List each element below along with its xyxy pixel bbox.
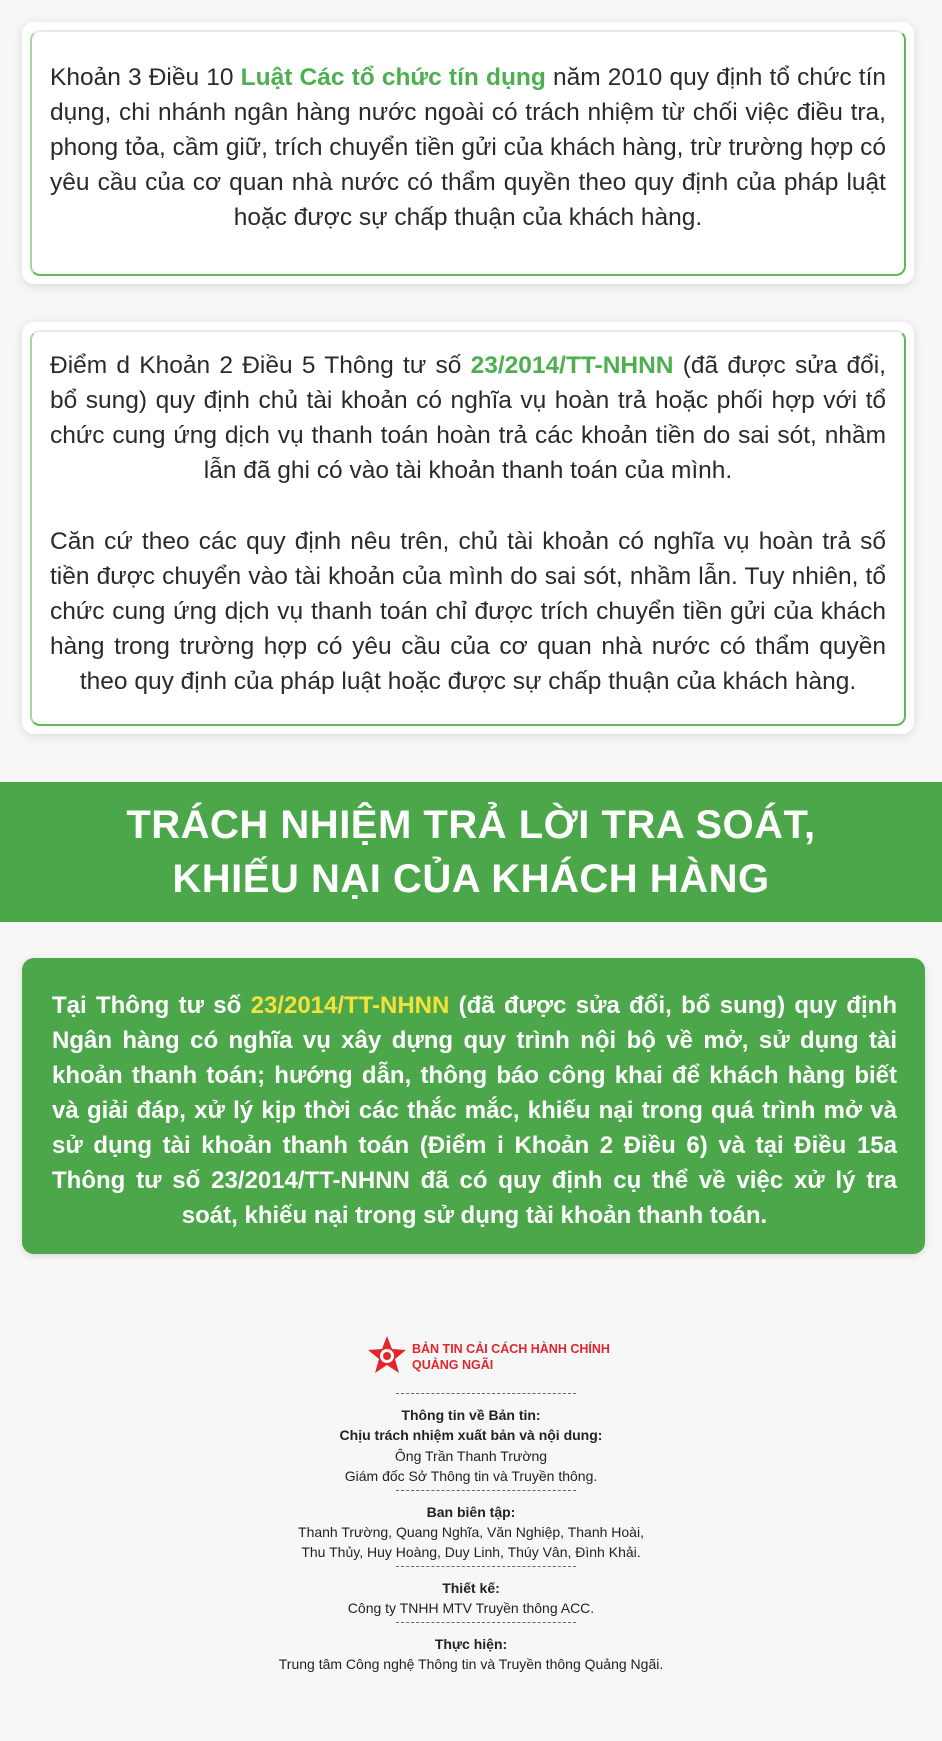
card1-prefix: Khoản 3 Điều 10 [50, 64, 241, 91]
card3-highlight: 23/2014/TT-NHNN [250, 992, 450, 1019]
card1-suffix: năm 2010 quy định tổ chức tín dụng, chi nhánh ngân hàng nước ngoài có trách nhiệm từ chối việc điều tra, phong tỏa, cầm giữ, trích chuyển tiền gửi của khách hàng, trừ trường hợp có yêu cầu của cơ quan nhà nước có thẩm quyền theo quy định của pháp luật hoặc được sự chấp thuận của khách hàng. [50, 64, 886, 231]
legal-card-1 [22, 22, 914, 284]
card2-suffix: (đã được sửa đổi, bổ sung) quy định chủ tài khoản có nghĩa vụ hoàn trả hoặc phối hợp với tổ chức cung ứng dịch vụ thanh toán hoàn trả các khoản tiền do sai sót, nhầm lẫn đã ghi có vào tài khoản thanh toán của mình. [50, 352, 886, 484]
banner-title-line-1: TRÁCH NHIỆM TRẢ LỜI TRA SOÁT, [126, 803, 816, 847]
footer-divider [396, 1490, 576, 1491]
bulletin-logo [366, 1334, 610, 1382]
card2-paragraph-2: Căn cứ theo các quy định nêu trên, chủ tài khoản có nghĩa vụ hoàn trả số tiền được chuyển vào tài khoản của mình do sai sót, nhầm lẫn. Tuy nhiên, tổ chức cung ứng dịch vụ thanh toán chỉ được trích chuyển tiền gửi của khách hàng trong trường hợp có yêu cầu của cơ quan nhà nước có thẩm quyền theo quy định của pháp luật hoặc được sự chấp thuận của khách hàng. [50, 528, 886, 695]
logo-line-2: QUẢNG NGÃI [412, 1358, 494, 1372]
producer-heading: Thực hiện: [434, 1636, 508, 1652]
green-info-card [22, 958, 925, 1254]
section-banner [0, 782, 942, 922]
responsible-title: Giám đốc Sở Thông tin và Truyền thông. [344, 1468, 598, 1484]
card2-paragraph-1 [22, 348, 914, 488]
responsible-name: Ông Trần Thanh Trường [394, 1448, 548, 1464]
logo-line-1: BẢN TIN CẢI CÁCH HÀNH CHÍNH [412, 1342, 610, 1356]
info-heading: Thông tin về Bản tin: [401, 1407, 541, 1423]
footer-divider [396, 1622, 576, 1623]
card3-suffix: (đã được sửa đổi, bổ sung) quy định Ngân hàng có nghĩa vụ xây dựng quy trình nội bộ về mở, sử dụng tài khoản thanh toán; hướng dẫn, thông báo công khai để khách hàng biết và giải đáp, xử lý kịp thời các thắc mắc, khiếu nại trong quá trình mở và sử dụng tài khoản thanh toán (Điểm i Khoản 2 Điều 6) và tại Điều 15a Thông tư số 23/2014/TT-NHNN đã có quy định cụ thể về việc xử lý tra soát, khiếu nại trong sử dụng tài khoản thanh toán. [52, 992, 897, 1229]
card1-text [22, 60, 914, 235]
card3-prefix: Tại Thông tư số [52, 992, 251, 1019]
editorial-line-1: Thanh Trường, Quang Nghĩa, Văn Nghiệp, Thanh Hoài, [298, 1524, 644, 1540]
card3-text [22, 958, 925, 1233]
design-value: Công ty TNHH MTV Truyền thông ACC. [347, 1600, 595, 1616]
star-logo-icon [366, 1334, 408, 1376]
design-heading: Thiết kế: [442, 1580, 500, 1596]
legal-card-2 [22, 322, 914, 734]
card2-prefix: Điểm d Khoản 2 Điều 5 Thông tư số [50, 352, 471, 379]
editorial-heading: Ban biên tập: [426, 1504, 516, 1520]
editorial-line-2: Thu Thủy, Huy Hoàng, Duy Linh, Thúy Vân, Đình Khải. [301, 1544, 641, 1560]
footer-divider [396, 1393, 576, 1394]
banner-title-line-2: KHIẾU NẠI CỦA KHÁCH HÀNG [172, 857, 770, 901]
producer-value: Trung tâm Công nghệ Thông tin và Truyền thông Quảng Ngãi. [278, 1656, 664, 1672]
footer-divider [396, 1566, 576, 1567]
card1-highlight: Luật Các tổ chức tín dụng [240, 64, 546, 91]
responsible-heading: Chịu trách nhiệm xuất bản và nội dung: [339, 1427, 603, 1443]
card2-highlight: 23/2014/TT-NHNN [470, 352, 674, 379]
